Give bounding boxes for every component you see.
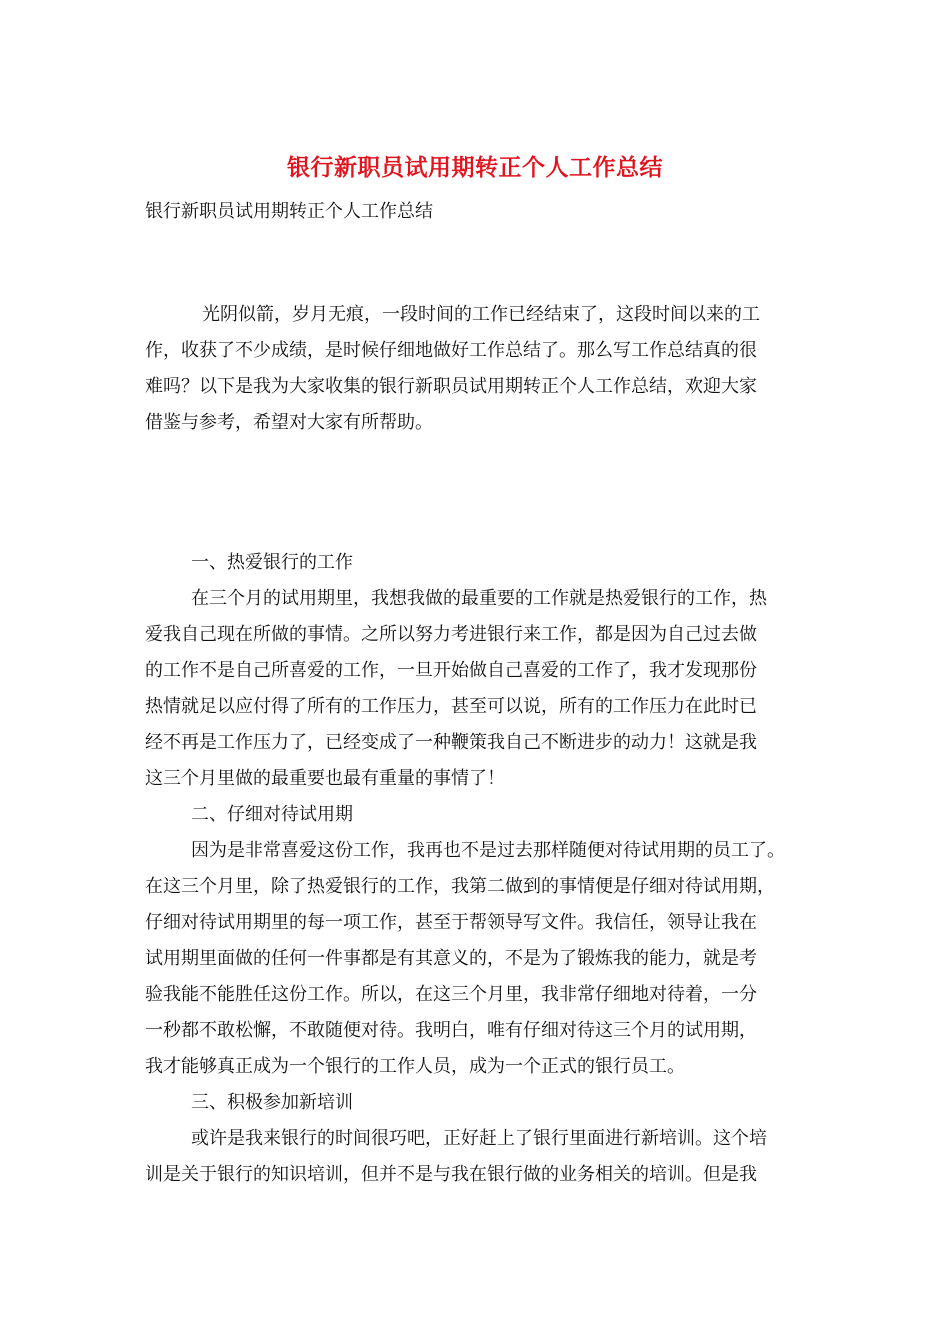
paragraph-line: 热情就足以应付得了所有的工作压力，甚至可以说，所有的工作压力在此时已 [145, 696, 757, 717]
paragraph-line: 一秒都不敢松懈，不敢随便对待。我明白，唯有仔细对待这三个月的试用期， [145, 1020, 757, 1041]
paragraph-line: 在三个月的试用期里，我想我做的最重要的工作就是热爱银行的工作，热 [191, 588, 767, 609]
body-text [145, 545, 825, 1193]
paragraph-line: 仔细对待试用期里的每一项工作，甚至于帮领导写文件。我信任，领导让我在 [145, 912, 757, 933]
document-title: 银行新职员试用期转正个人工作总结 [287, 154, 663, 181]
section-heading: 二、仔细对待试用期 [191, 804, 353, 825]
paragraph-line: 的工作不是自己所喜爱的工作，一旦开始做自己喜爱的工作了，我才发现那份 [145, 660, 757, 681]
paragraph-line: 验我能不能胜任这份工作。所以，在这三个月里，我非常仔细地对待着，一分 [145, 984, 757, 1005]
paragraph-line: 借鉴与参考，希望对大家有所帮助。 [145, 412, 433, 433]
paragraph-line: 难吗？以下是我为大家收集的银行新职员试用期转正个人工作总结，欢迎大家 [145, 376, 757, 397]
paragraph-line: 这三个月里做的最重要也最有重量的事情了！ [145, 768, 505, 789]
paragraph-line: 光阴似箭，岁月无痕，一段时间的工作已经结束了，这段时间以来的工 [202, 304, 760, 325]
section-heading: 一、热爱银行的工作 [191, 552, 353, 573]
paragraph-line: 爱我自己现在所做的事情。之所以努力考进银行来工作，都是因为自己过去做 [145, 624, 757, 645]
paragraph-line: 试用期里面做的任何一件事都是有其意义的，不是为了锻炼我的能力，就是考 [145, 948, 757, 969]
section-heading: 三、积极参加新培训 [191, 1092, 353, 1113]
paragraph-line: 训是关于银行的知识培训，但并不是与我在银行做的业务相关的培训。但是我 [145, 1164, 757, 1185]
paragraph-line: 因为是非常喜爱这份工作，我再也不是过去那样随便对待试用期的员工了。 [191, 840, 785, 861]
paragraph-line: 我才能够真正成为一个银行的工作人员，成为一个正式的银行员工。 [145, 1056, 685, 1077]
intro-paragraph [145, 297, 825, 441]
document-subtitle: 银行新职员试用期转正个人工作总结 [145, 201, 433, 222]
paragraph-line: 或许是我来银行的时间很巧吧，正好赶上了银行里面进行新培训。这个培 [191, 1128, 767, 1149]
paragraph-line: 在这三个月里，除了热爱银行的工作，我第二做到的事情便是仔细对待试用期， [145, 876, 775, 897]
paragraph-line: 作，收获了不少成绩，是时候仔细地做好工作总结了。那么写工作总结真的很 [145, 340, 757, 361]
paragraph-line: 经不再是工作压力了，已经变成了一种鞭策我自己不断进步的动力！这就是我 [145, 732, 757, 753]
